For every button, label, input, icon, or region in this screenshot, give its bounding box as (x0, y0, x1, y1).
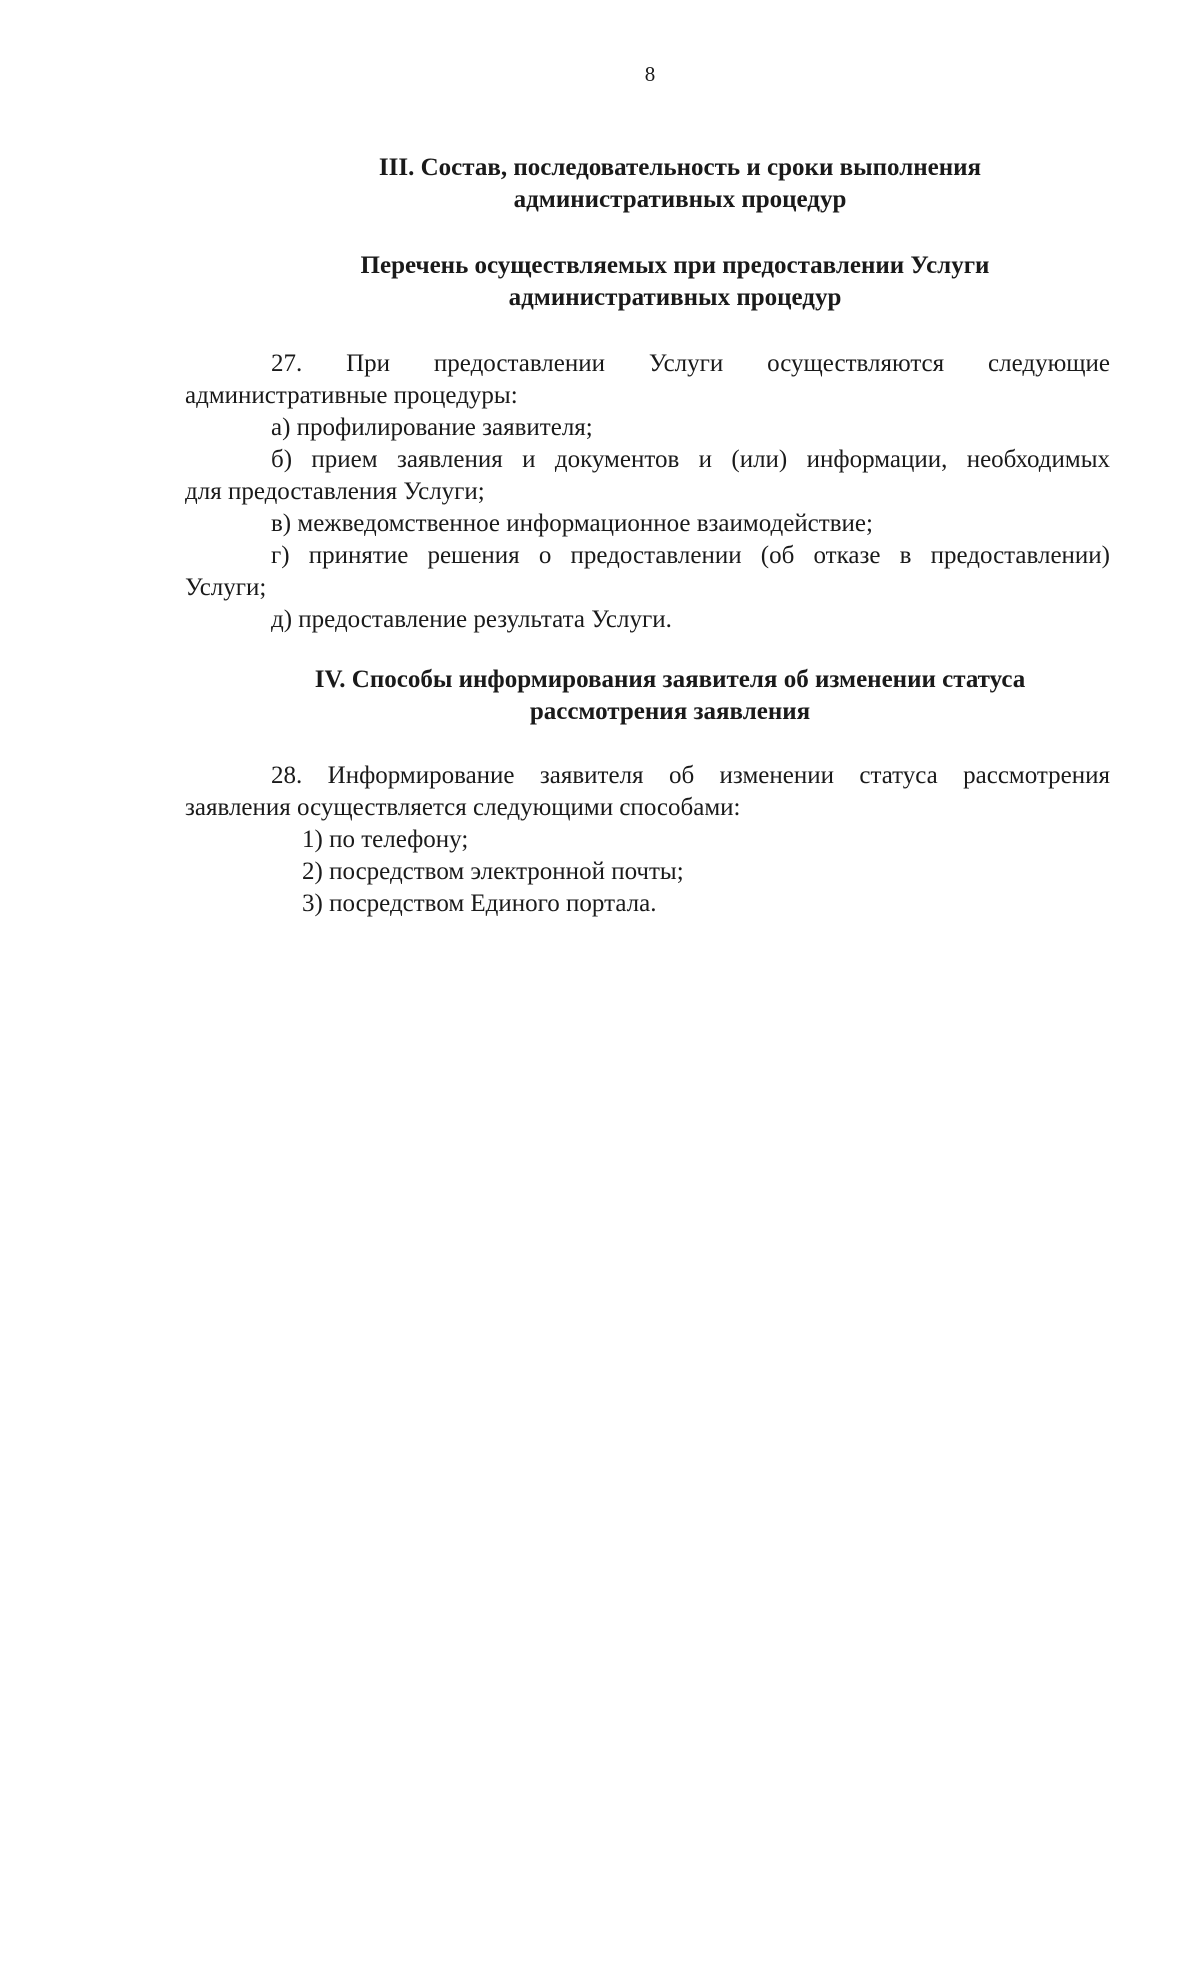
section-3-heading (210, 152, 1150, 216)
section-3-heading-line-2: административных процедур (513, 186, 847, 213)
subsection-heading-line-2: административных процедур (508, 284, 842, 311)
paragraph-28-line-1: 28. Информирование заявителя об изменении статуса рассмотрения (271, 762, 1110, 789)
section-4-heading-line-1: IV. Способы информирования заявителя об изменении статуса (314, 666, 1026, 693)
page-number: 8 (644, 62, 656, 86)
list-item-d: д) предоставление результата Услуги. (271, 606, 672, 633)
list-item-2: 2) посредством электронной почты; (302, 858, 684, 885)
list-item-g-line-2: Услуги; (185, 574, 267, 601)
list-item-v: в) межведомственное информационное взаимодействие; (271, 510, 873, 537)
list-item-1: 1) по телефону; (302, 826, 469, 853)
list-item-a: а) профилирование заявителя; (271, 414, 593, 441)
section-4-heading-line-2: рассмотрения заявления (529, 698, 811, 725)
list-item-b-line-2: для предоставления Услуги; (185, 478, 485, 505)
paragraph-27-line-2: административные процедуры: (185, 382, 518, 409)
subsection-heading-line-1: Перечень осуществляемых при предоставлении Услуги (360, 252, 990, 279)
list-item-b-line-1: б) прием заявления и документов и (или) информации, необходимых (271, 446, 1110, 473)
paragraph-28 (185, 760, 1110, 920)
paragraph-28-line-2: заявления осуществляется следующими способами: (185, 794, 741, 821)
section-3-heading-line-1: III. Состав, последовательность и сроки выполнения (378, 154, 982, 181)
list-item-3: 3) посредством Единого портала. (302, 890, 657, 917)
subsection-heading (205, 250, 1145, 314)
list-item-g-line-1: г) принятие решения о предоставлении (об отказе в предоставлении) (271, 542, 1110, 569)
section-4-heading (200, 664, 1140, 728)
paragraph-27 (185, 348, 1110, 636)
paragraph-27-line-1: 27. При предоставлении Услуги осуществляются следующие (271, 350, 1110, 377)
